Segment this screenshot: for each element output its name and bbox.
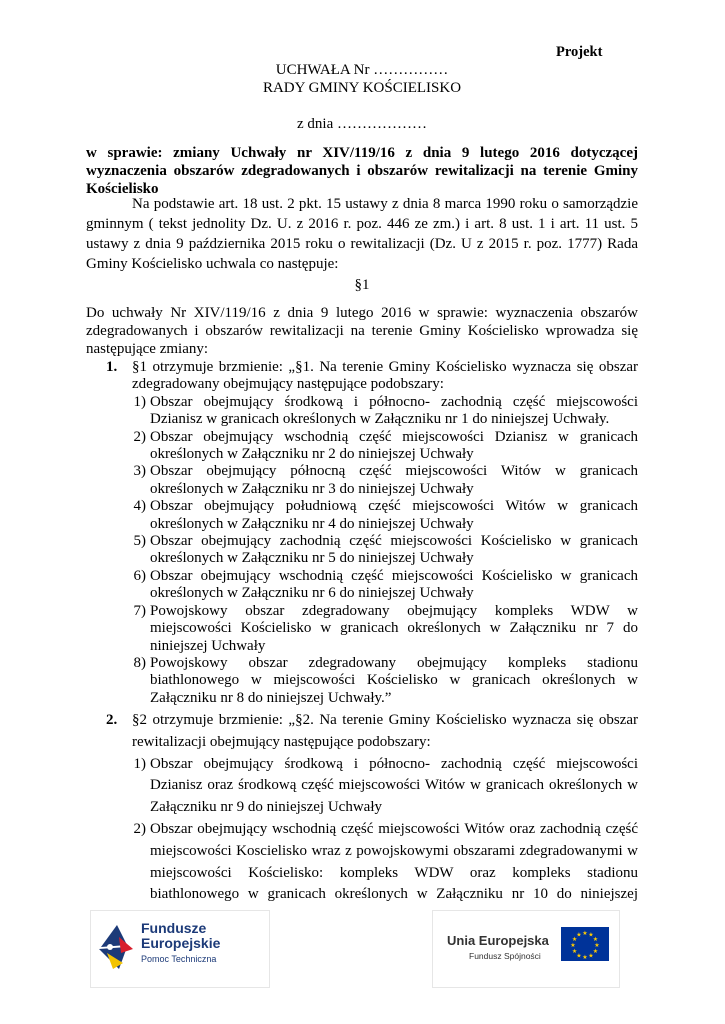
svg-text:★: ★ (592, 936, 599, 943)
subitem-number: 5) (133, 533, 146, 550)
subitem-number: 6) (133, 567, 146, 584)
subitem-number: 1) (133, 755, 146, 772)
subitem-number: 3) (133, 463, 146, 480)
subitem-text: Obszar obejmujący wschodnią część miejscowości Witów oraz zachodnią część miejscowości Koscielisko wraz z powojskowymi obszarami zdegradowanymi w miejscowości Kościelisko: kompleks WDW oraz kompleks stadionu biathlonowego w granicach określonych w Załączniku nr 10 do niniejszej (150, 820, 638, 903)
svg-text:★: ★ (576, 931, 582, 939)
item-text: §2 otrzymuje brzmienie: „§2. Na terenie Gminy Kościelisko wyznacza się obszar rewitalizacji obejmujący następujące podobszary: (132, 712, 638, 750)
list-item (110, 533, 638, 568)
eu-flag-icon (561, 927, 609, 961)
subitem-number: 2) (133, 820, 146, 837)
svg-text:★: ★ (588, 952, 594, 960)
svg-text:★: ★ (571, 936, 578, 943)
list-item (110, 429, 638, 464)
subitem-text: Obszar obejmujący wschodnią część miejscowości Kościelisko w granicach określonych w Załączniku nr 6 do niniejszej Uchwały (150, 567, 638, 602)
council-name: RADY GMINY KOŚCIELISKO (262, 80, 462, 96)
resolution-subject: w sprawie: zmiany Uchwały nr XIV/119/16 z dnia 9 lutego 2016 dotyczącej wyznaczenia obszarów zdegradowanych i obszarów rewitalizacji na terenie Gminy Kościelisko (86, 145, 638, 197)
amendment-intro: Do uchwały Nr XIV/119/16 z dnia 9 lutego 2016 w sprawie: wyznaczenia obszarów zdegradowanych i obszarów rewitalizacji na terenie Gminy Kościelisko wprowadza się następujące zmiany: (86, 305, 638, 357)
svg-text:★: ★ (582, 930, 588, 937)
amendment-item-1 (86, 359, 638, 707)
list-item (110, 603, 638, 655)
ue-line2: Fundusz Spójności (469, 951, 541, 961)
subitem-number: 8) (133, 654, 146, 671)
resolution-date: z dnia ……………… (297, 116, 427, 132)
fe-line3: Pomoc Techniczna (141, 954, 217, 964)
item-text: §1 otrzymuje brzmienie: „§1. Na terenie Gminy Kościelisko wyznacza się obszar zdegradowany obejmujący następujące podobszary: (132, 359, 638, 393)
item-number: 2. (106, 712, 118, 728)
subitem-text: Obszar obejmujący północną część miejscowości Witów w granicach określonych w Załączniku nr 3 do niniejszej Uchwały (150, 463, 638, 497)
subitem-text: Obszar obejmujący środkową i północno- zachodnią część miejscowości Dzianisz oraz środkową część miejscowości Witów w granicach określonych w Załączniku nr 9 do niniejszej Uchwały (150, 755, 638, 816)
list-item (110, 568, 638, 603)
fe-star-icon (97, 923, 137, 973)
subitem-text: Obszar obejmujący zachodnią część miejscowości Kościelisko w granicach określonych w Załączniku nr 5 do niniejszej Uchwały (150, 533, 638, 567)
draft-label: Projekt (556, 44, 603, 60)
amendment-item-2 (86, 710, 638, 928)
subitem-number: 4) (133, 498, 146, 515)
list-item (110, 655, 638, 707)
fe-line1: Fundusze (141, 920, 207, 936)
paragraph-mark: §1 (354, 277, 370, 293)
svg-text:★: ★ (570, 942, 576, 949)
fe-line2: Europejskie (141, 935, 221, 951)
footer-logos (0, 910, 725, 990)
subitem-text: Obszar obejmujący wschodnią część miejscowości Dzianisz w granicach określonych w Załączniku nr 2 do niniejszej Uchwały (150, 428, 638, 463)
svg-text:★: ★ (592, 948, 599, 955)
svg-text:★: ★ (571, 948, 578, 955)
subitem-text: Powojskowy obszar zdegradowany obejmujący kompleks stadionu biathlonowego w miejscowości Kościelisko w granicach określonych w Załączniku nr 8 do niniejszej Uchwały.” (150, 654, 638, 706)
subitem-text: Obszar obejmujący południową część miejscowości Witów w granicach określonych w Załączniku nr 4 do niniejszej Uchwały (150, 498, 638, 532)
unia-europejska-logo (432, 910, 620, 988)
svg-text:★: ★ (576, 952, 582, 960)
subitem-number: 1) (133, 393, 146, 410)
svg-text:★: ★ (582, 954, 588, 961)
list-item (110, 463, 638, 498)
fundusze-europejskie-logo (90, 910, 270, 988)
svg-text:★: ★ (594, 942, 600, 949)
subitem-number: 2) (133, 428, 146, 445)
item-number: 1. (106, 359, 118, 375)
legal-basis: Na podstawie art. 18 ust. 2 pkt. 15 ustawy z dnia 8 marca 1990 roku o samorządzie gminnym ( tekst jednolity Dz. U. z 2016 r. poz. 446 ze zm.) i art. 8 ust. 1 i art. 11 ust. 5 ustawy z dnia 9 października 2015 roku o rewitalizacji (Dz. U z 2015 r. poz. 1777) Rada Gminy Kościelisko uchwala co następuje: (86, 196, 638, 272)
list-item (110, 498, 638, 533)
list-item (110, 754, 638, 819)
ue-line1: Unia Europejska (447, 933, 549, 948)
subitem-text: Powojskowy obszar zdegradowany obejmujący kompleks WDW w miejscowości Kościelisko w granicach określonych w Załączniku nr 7 do niniejszej Uchwały (150, 602, 638, 654)
list-item (110, 394, 638, 429)
subitem-number: 7) (133, 602, 146, 619)
subitem-text: Obszar obejmujący środkową i północno- zachodnią część miejscowości Dzianisz w granicach określonych w Załączniku nr 1 do niniejszej Uchwały. (150, 393, 638, 428)
resolution-number: UCHWAŁA Nr …………… (275, 62, 449, 78)
svg-text:★: ★ (588, 931, 594, 939)
